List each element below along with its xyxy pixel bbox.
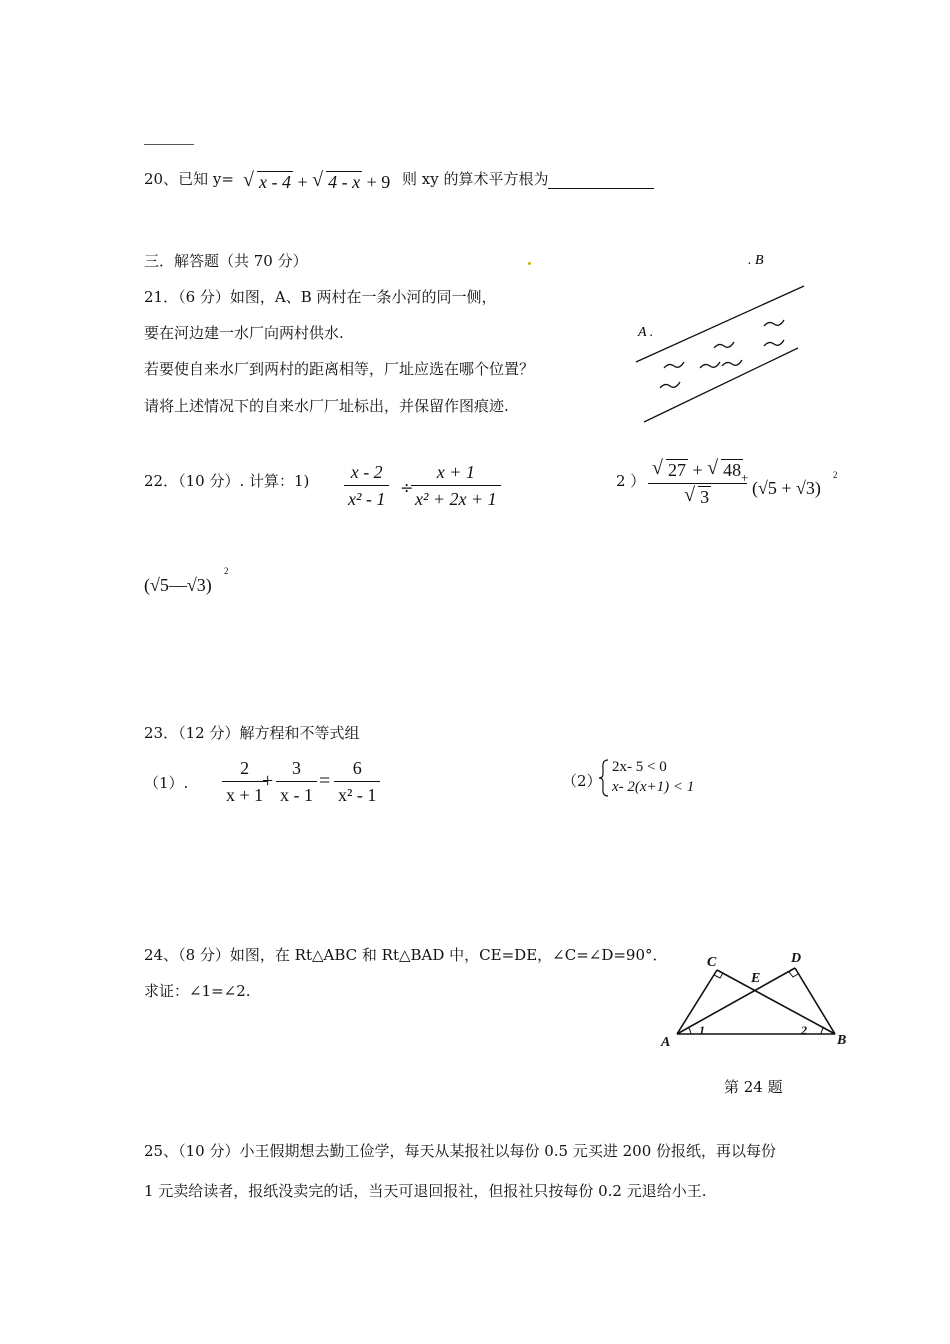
river-figure [620, 240, 820, 440]
previous-answer-blank [144, 144, 194, 145]
angle-1-label: 1 [699, 1023, 705, 1037]
q23-inequality-2: x- 2(x+1) < 1 [612, 779, 695, 795]
q23-term-1: $\frac{2}{x + 1}$ [222, 758, 267, 806]
system-brace [598, 758, 610, 798]
q23-part2-label: （2） [562, 772, 602, 790]
q24-line2: 求证：∠1=∠2. [144, 982, 251, 1000]
q20-suffix: 则 xy 的算术平方根为 [402, 168, 654, 189]
q20-answer-blank[interactable] [548, 174, 654, 189]
sqrt-symbol: √ 4 - x [312, 169, 361, 192]
point-e-label: E [751, 971, 761, 986]
point-d-label: D [791, 951, 802, 966]
q21-line1: 21．（6 分）如图，A、B 两村在一条小河的同一侧， [144, 288, 497, 306]
q21-line2: 要在河边建一水厂向两村供水. [144, 324, 344, 342]
point-b-label: B [837, 1033, 847, 1048]
q22-part3-term: (√5—√3) [144, 575, 212, 595]
q24-line1: 24、（8 分）如图，在 Rt△ABC 和 Rt△BAD 中，CE=DE，∠C=∠D=90°． [144, 946, 668, 964]
speck-mark [528, 262, 531, 265]
q21-line4: 请将上述情况下的自来水厂厂址标出，并保留作图痕迹. [144, 397, 509, 415]
q22-part2-exponent: 2 [833, 470, 838, 480]
section-title: 三．解答题（共 70 分） [144, 252, 308, 270]
triangle-figure [655, 948, 855, 1058]
q23-plus: + [262, 770, 274, 792]
q23-term-2: $\frac{3}{x - 1}$ [276, 758, 317, 806]
q25-line1: 25、（10 分）小王假期想去勤工俭学，每天从某报社以每份 0.5 元买进 200 份报纸，再以每份 [144, 1142, 777, 1160]
q23-equals: = [319, 770, 331, 792]
q23-part1-label: （1）. [144, 774, 189, 792]
q21-line3: 若要使自来水厂到两村的距离相等，厂址应选在哪个位置？ [144, 360, 535, 378]
q22-divide: ÷ [400, 478, 414, 497]
q23-header: 23．（12 分）解方程和不等式组 [144, 724, 360, 742]
q25-line2: 1 元卖给读者，报纸没卖完的话，当天可退回报社，但报社只按每份 0.2 元退给小王. [144, 1182, 707, 1200]
q20-expression: √ x - 4 + √ 4 - x + 9 [243, 169, 391, 192]
q23-term-3: $\frac{6}{\text{x² - 1}}$ [334, 758, 380, 806]
point-c-label: C [707, 955, 717, 970]
q22-part2-label: 2 ） [616, 472, 646, 490]
q23-inequality-1: 2x- 5 < 0 [612, 759, 667, 775]
angle-2-label: 2 [801, 1023, 807, 1037]
village-a-label: A . [638, 325, 654, 340]
q22-fraction-2: $\frac{x + 1}{\text{x² + 2x + 1}}$ [411, 462, 501, 510]
q22-part2-term: (√5 + √3) [752, 478, 821, 498]
wave-marks [660, 320, 784, 388]
q20-prefix: 20、已知 y= [144, 170, 234, 188]
q22-part3-exponent: 2 [224, 566, 229, 576]
village-b-label: . B [748, 253, 764, 268]
q22-header: 22．（10 分）. 计算：1) [144, 472, 310, 490]
q22-fraction-1: $\frac{x - 2}{\text{x² - 1}}$ [344, 462, 389, 510]
q22-part2-plus: + [741, 470, 749, 485]
point-a-label: A [661, 1035, 671, 1050]
q22-part2-fraction: √ 27 + √ 48 √ 3 [648, 460, 747, 508]
figure-caption: 第 24 题 [724, 1078, 783, 1096]
sqrt-symbol: √ x - 4 [243, 169, 291, 192]
